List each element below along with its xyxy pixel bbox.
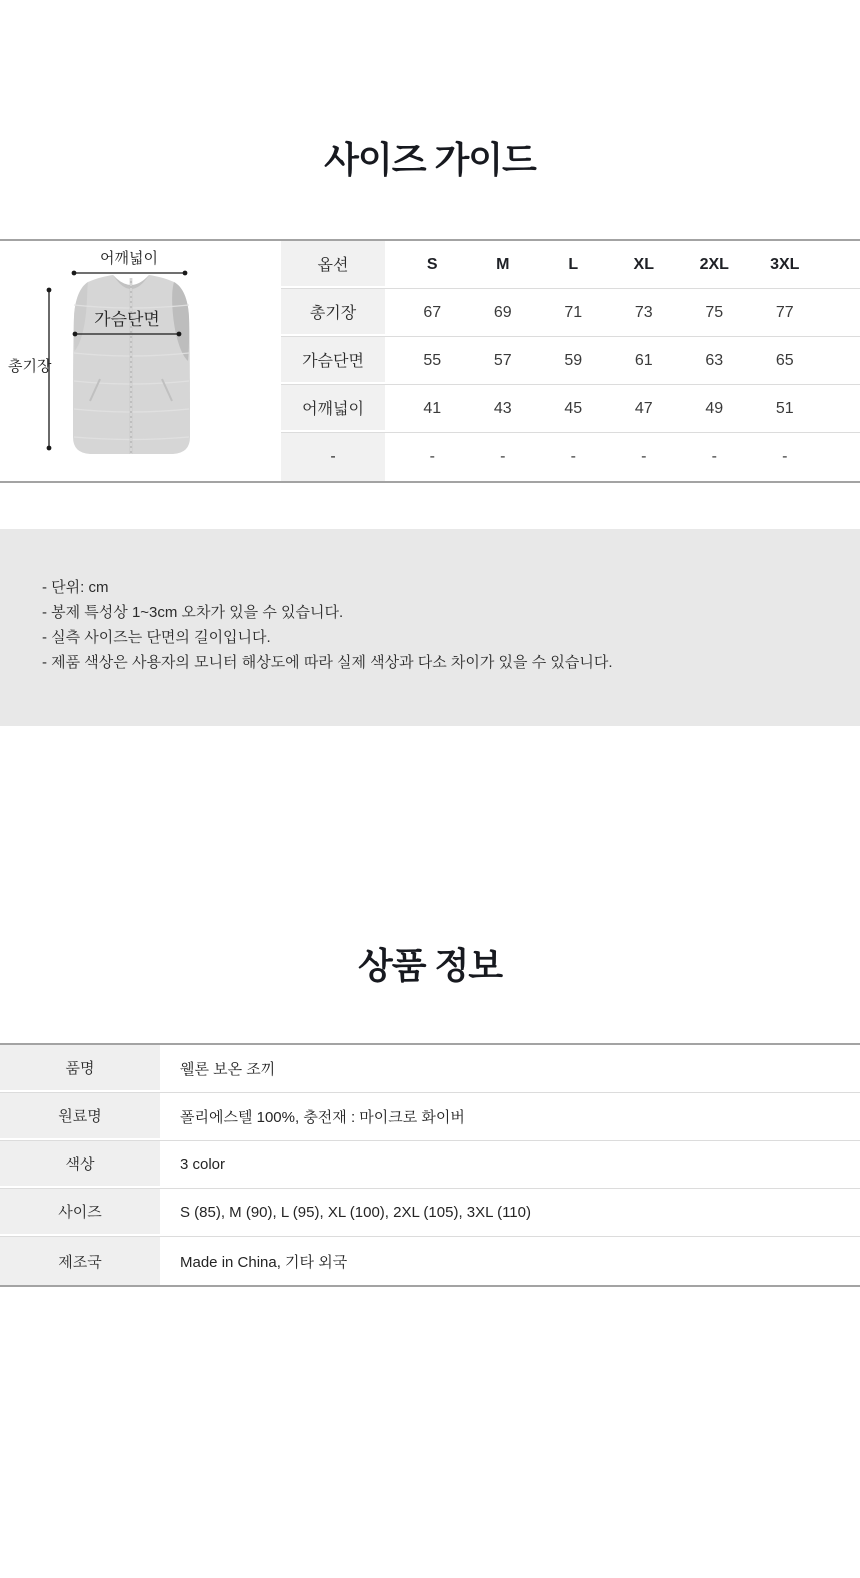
row-label: 총기장	[281, 289, 385, 336]
size-table-row-empty	[281, 433, 860, 481]
cell: 49	[705, 399, 724, 417]
size-col-3xl: 3XL	[770, 255, 800, 273]
shoulder-measure	[72, 271, 188, 276]
product-row-color	[0, 1141, 860, 1189]
cell: 51	[775, 399, 794, 417]
row-value: 웰론 보온 조끼	[180, 1061, 276, 1078]
size-table-row-shoulder	[281, 385, 860, 433]
note-line: - 단위: cm	[42, 579, 109, 596]
cell: 55	[423, 351, 442, 369]
cell: -	[641, 448, 647, 465]
note-line: - 실측 사이즈는 단면의 길이입니다.	[42, 629, 271, 646]
length-measure-label: 총기장	[8, 358, 52, 375]
cell: 41	[423, 399, 442, 417]
size-guide-title: 사이즈 가이드	[324, 139, 536, 180]
cell: -	[711, 448, 717, 465]
vest-body	[73, 275, 190, 454]
row-value: Made in China, 기타 외국	[180, 1253, 348, 1271]
vest-diagram	[0, 241, 281, 481]
size-guide-section	[0, 239, 860, 483]
cell: 63	[705, 351, 724, 369]
size-col-l: L	[568, 255, 579, 273]
row-label: 어깨넓이	[281, 385, 385, 432]
cell: -	[500, 448, 506, 465]
row-values	[385, 385, 860, 432]
size-col-m: M	[496, 255, 510, 273]
row-label: 사이즈	[0, 1189, 160, 1236]
cell: 69	[493, 303, 512, 321]
row-value: S (85), M (90), L (95), XL (100), 2XL (105), 3XL (110)	[180, 1204, 531, 1221]
cell: 45	[564, 399, 583, 417]
row-values	[385, 289, 860, 336]
row-value: 폴리에스텔 100%, 충전재 : 마이크로 화이버	[180, 1109, 465, 1126]
size-table	[281, 241, 860, 481]
row-label: 색상	[0, 1141, 160, 1188]
size-col-xl: XL	[633, 255, 654, 273]
cell: 65	[775, 351, 794, 369]
product-row-size	[0, 1189, 860, 1237]
row-values	[385, 337, 860, 384]
cell: 61	[634, 351, 653, 369]
cell: 59	[564, 351, 583, 369]
shoulder-measure-label: 어깨넓이	[100, 250, 158, 267]
size-table-row-length	[281, 289, 860, 337]
row-values	[385, 433, 860, 481]
size-table-row-chest	[281, 337, 860, 385]
row-label: 제조국	[0, 1237, 160, 1285]
row-label: -	[281, 433, 385, 481]
size-col-s: S	[426, 255, 438, 273]
size-col-2xl: 2XL	[699, 255, 729, 273]
cell: 77	[775, 303, 794, 321]
cell: 43	[493, 399, 512, 417]
cell: 73	[634, 303, 653, 321]
size-notes-box	[0, 529, 860, 726]
size-table-header-label: 옵션	[281, 241, 385, 288]
product-info-title: 상품 정보	[357, 945, 503, 986]
cell: -	[782, 448, 788, 465]
size-table-header-cells	[385, 241, 860, 288]
row-value: 3 color	[180, 1156, 226, 1173]
chest-measure-label: 가슴단면	[94, 310, 160, 329]
cell: 67	[423, 303, 442, 321]
cell: -	[429, 448, 435, 465]
product-row-origin	[0, 1237, 860, 1285]
row-label: 품명	[0, 1045, 160, 1092]
cell: 47	[634, 399, 653, 417]
size-table-header-row	[281, 241, 860, 289]
product-row-material	[0, 1093, 860, 1141]
product-row-name	[0, 1045, 860, 1093]
note-line: - 제품 색상은 사용자의 모니터 해상도에 따라 실제 색상과 다소 차이가 있을 수 있습니다.	[42, 654, 613, 671]
row-label: 가슴단면	[281, 337, 385, 384]
cell: 75	[705, 303, 724, 321]
cell: 71	[564, 303, 583, 321]
product-info-table	[0, 1043, 860, 1287]
cell: 57	[493, 351, 512, 369]
cell: -	[570, 448, 576, 465]
row-label: 원료명	[0, 1093, 160, 1140]
note-line: - 봉제 특성상 1~3cm 오차가 있을 수 있습니다.	[42, 604, 344, 621]
vest-illustration	[0, 241, 281, 481]
